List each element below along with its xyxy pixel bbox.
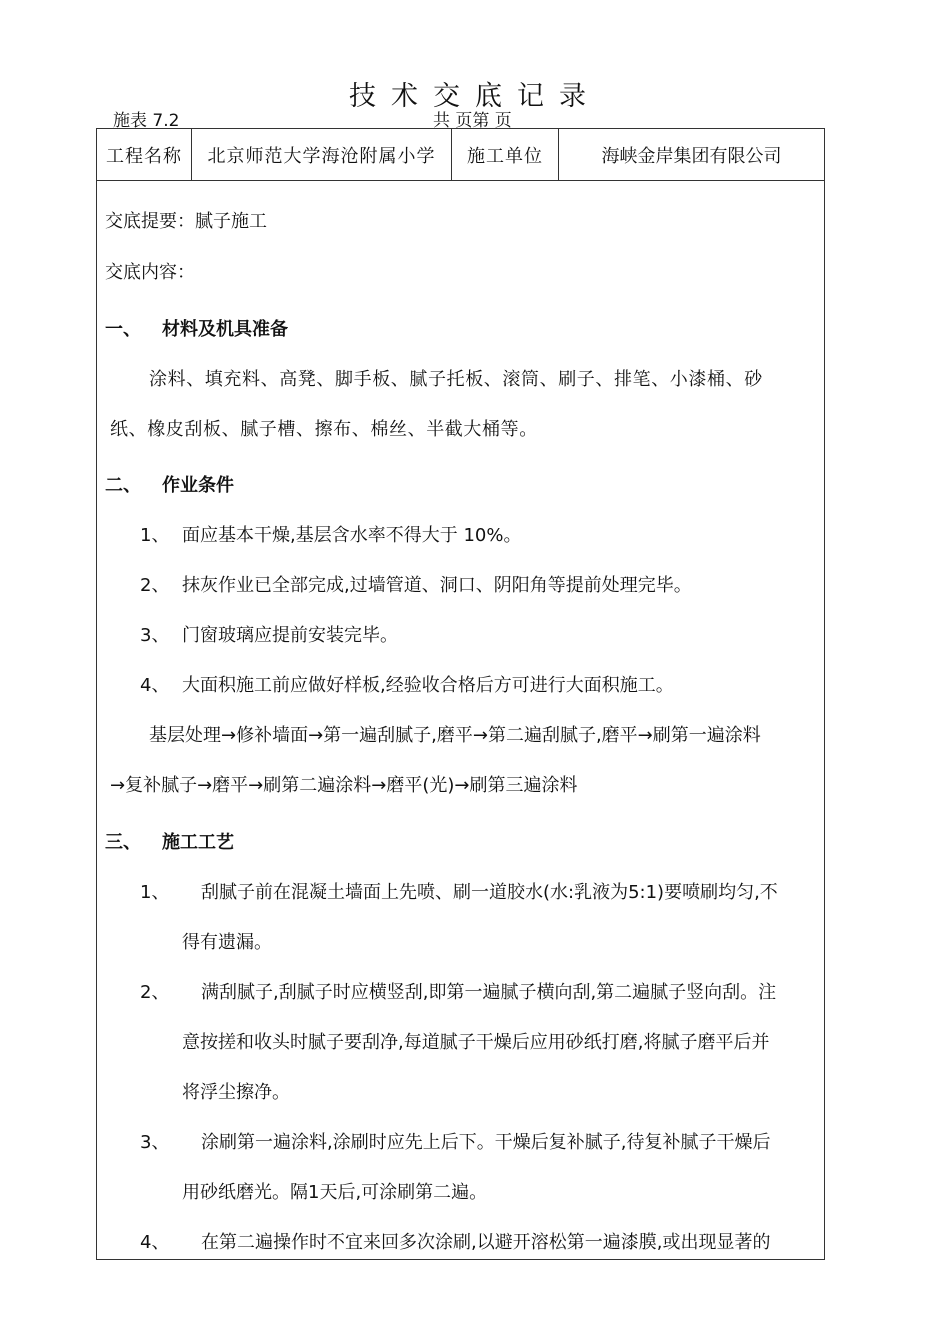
unit-label: 施工单位 [452,129,559,180]
section1-title: 材料及机具准备 [162,319,288,340]
step-2-number: 2、 [140,982,170,1003]
step-1-line2: 得有遗漏。 [182,932,272,953]
step-2-line2: 意按搓和收头时腻子要刮净,每道腻子干燥后应用砂纸打磨,将腻子磨平后并 [182,1032,770,1053]
condition-4-text: 大面积施工前应做好样板,经验收合格后方可进行大面积施工。 [182,675,674,696]
step-3-line1: 涂刷第一遍涂料,涂刷时应先上后下。干燥后复补腻子,待复补腻子干燥后 [201,1132,771,1153]
project-name-value: 北京师范大学海沧附属小学 [192,129,452,180]
step-1-number: 1、 [140,882,170,903]
section1-line1: 涂料、填充料、高凳、脚手板、腻子托板、滚筒、刷子、排笔、小漆桶、砂 [149,369,763,390]
project-name-label: 工程名称 [97,129,192,180]
condition-2-text: 抹灰作业已全部完成,过墙管道、洞口、阴阳角等提前处理完毕。 [182,575,692,596]
process-flow-line1: 基层处理→修补墙面→第一遍刮腻子,磨平→第二遍刮腻子,磨平→刷第一遍涂料 [149,725,761,746]
process-flow-line2: →复补腻子→磨平→刷第二遍涂料→磨平(光)→刷第三遍涂料 [110,775,578,796]
form-number: 施表 7.2 [113,111,180,131]
step-2-line3: 将浮尘擦净。 [182,1082,290,1103]
section2-number: 二、 [105,475,141,496]
condition-3-text: 门窗玻璃应提前安装完毕。 [182,625,398,646]
header-row [97,129,824,181]
content-label: 交底内容： [105,262,195,283]
section3-title: 施工工艺 [162,832,234,853]
section2-title: 作业条件 [162,475,234,496]
step-4-number: 4、 [140,1232,170,1253]
step-1-line1: 刮腻子前在混凝土墙面上先喷、刷一道胶水(水:乳液为5:1)要喷刷均匀,不 [201,882,778,903]
condition-1-number: 1、 [140,525,170,546]
condition-1-text: 面应基本干燥,基层含水率不得大于 10%。 [182,525,522,546]
step-2-line1: 满刮腻子,刮腻子时应横竖刮,即第一遍腻子横向刮,第二遍腻子竖向刮。注 [201,982,777,1003]
condition-2-number: 2、 [140,575,170,596]
step-4-line1: 在第二遍操作时不宜来回多次涂刷,以避开溶松第一遍漆膜,或出现显著的 [201,1232,771,1253]
unit-value: 海峡金岸集团有限公司 [601,145,782,167]
condition-4-number: 4、 [140,675,170,696]
document-title: 技术交底记录 [349,81,601,112]
section3-number: 三、 [105,832,141,853]
section1-line2: 纸、橡皮刮板、腻子槽、擦布、棉丝、半截大桶等。 [110,419,538,440]
step-3-line2: 用砂纸磨光。隔1天后,可涂刷第二遍。 [182,1182,488,1203]
summary-line: 交底提要：腻子施工 [105,211,267,232]
page-count: 共 页第 页 [433,111,512,131]
step-3-number: 3、 [140,1132,170,1153]
condition-3-number: 3、 [140,625,170,646]
section1-number: 一、 [105,319,141,340]
